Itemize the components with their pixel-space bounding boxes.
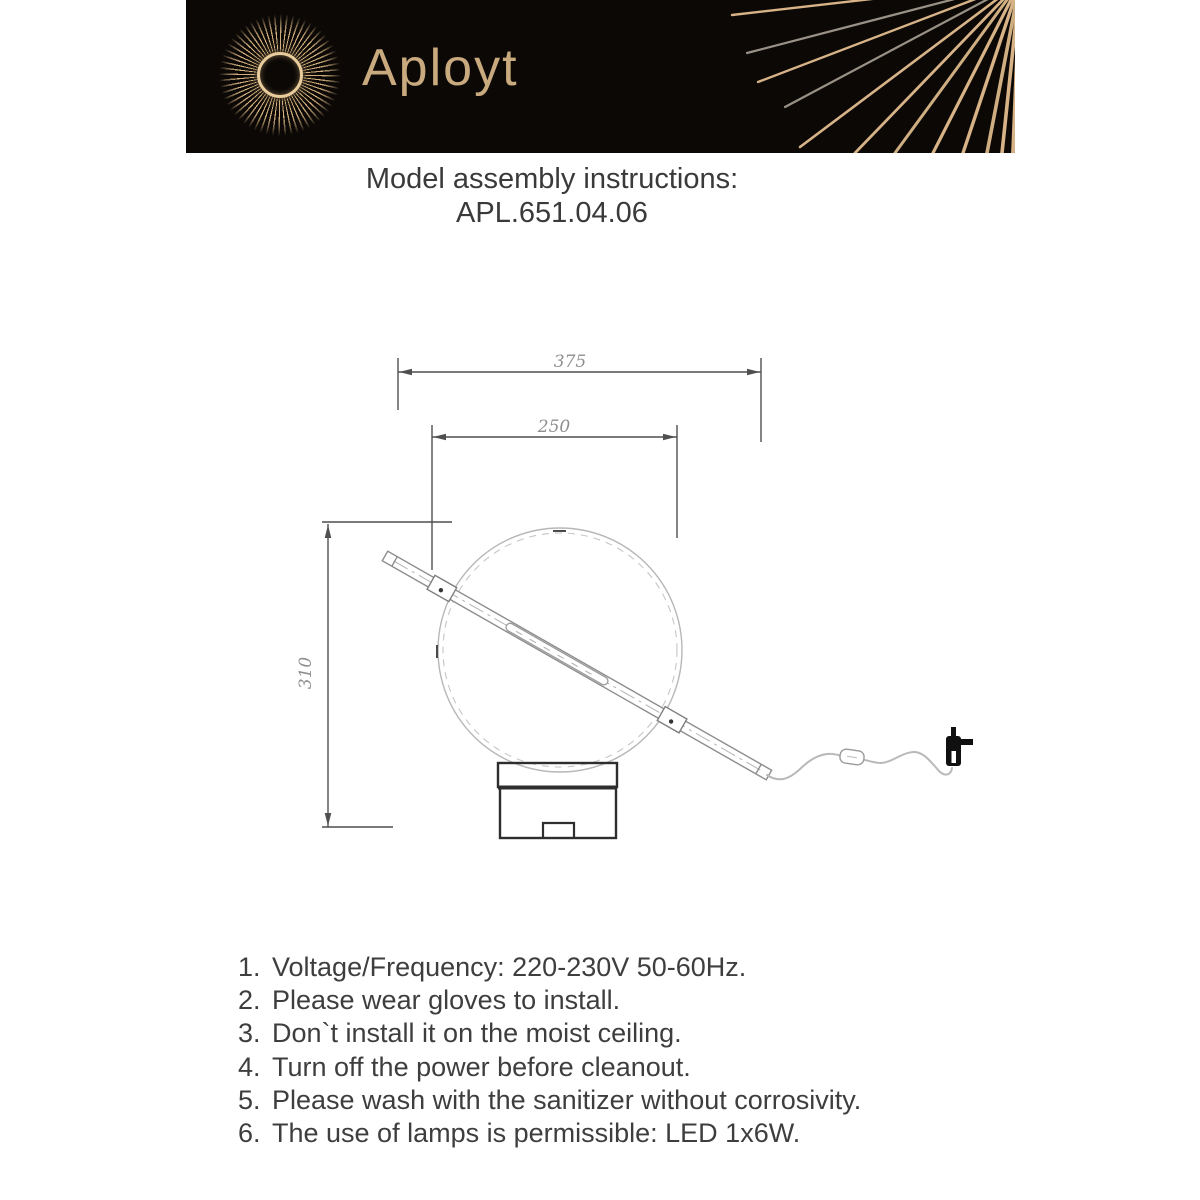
instructions-list xyxy=(238,951,1018,1150)
instruction-number: 3. xyxy=(238,1018,261,1049)
instruction-item xyxy=(238,951,1018,984)
lamp-base xyxy=(498,763,617,838)
instruction-text: Please wear gloves to install. xyxy=(272,985,621,1016)
dim-310-label: 310 xyxy=(296,656,316,690)
instruction-item xyxy=(238,1117,1018,1150)
page-title: Model assembly instructions: xyxy=(365,163,739,195)
lamp-rod xyxy=(381,549,773,782)
instruction-text: The use of lamps is permissible: LED 1x6W. xyxy=(272,1118,801,1149)
instruction-number: 6. xyxy=(238,1118,261,1149)
dimension-250 xyxy=(432,417,677,570)
instruction-text: Don`t install it on the moist ceiling. xyxy=(272,1018,682,1049)
instruction-text: Voltage/Frequency: 220-230V 50-60Hz. xyxy=(272,952,747,982)
instruction-number: 4. xyxy=(238,1051,261,1082)
instruction-item xyxy=(238,1051,1018,1084)
dim-375-label: 375 xyxy=(553,352,587,372)
instruction-text: Turn off the power before cleanout. xyxy=(272,1051,691,1082)
model-number: APL.651.04.06 xyxy=(456,197,648,229)
brand-name: Aployt xyxy=(362,39,519,97)
dimension-310 xyxy=(296,522,452,827)
instruction-text: Please wash with the sanitizer without corrosivity. xyxy=(272,1084,862,1115)
dimension-375 xyxy=(398,352,761,442)
instruction-item xyxy=(238,1084,1018,1117)
instruction-number: 2. xyxy=(238,985,261,1016)
instruction-number: 1. xyxy=(238,952,261,982)
dim-250-label: 250 xyxy=(537,417,571,437)
power-plug-icon xyxy=(946,727,973,766)
inline-switch xyxy=(839,748,865,765)
instruction-item xyxy=(238,984,1018,1017)
instruction-item xyxy=(238,1017,1018,1050)
instruction-number: 5. xyxy=(238,1084,261,1115)
